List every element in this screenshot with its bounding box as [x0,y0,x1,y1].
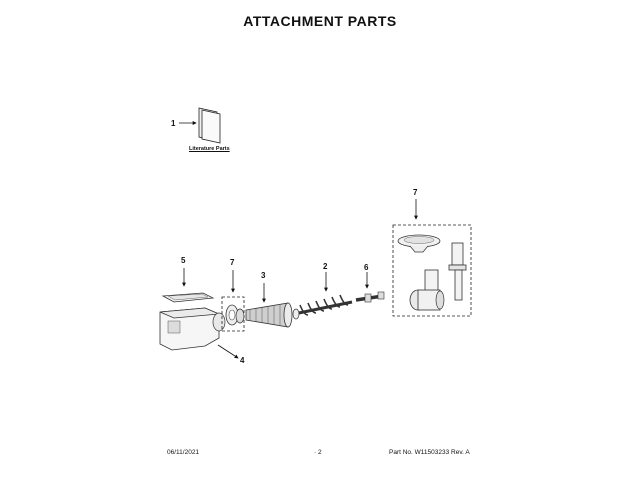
food-pusher [449,243,466,300]
callout-7-right: 7 [413,188,418,197]
page-title: ATTACHMENT PARTS [243,13,397,29]
callout-3: 3 [261,271,266,280]
footer-date: 06/11/2021 [167,449,200,456]
food-tray [163,293,213,302]
callout-7-left: 7 [230,258,235,267]
callout-arrow-4 [218,345,238,358]
footer-part-number: Part No. W11503233 Rev. A [389,449,470,456]
drive-shaft [356,292,384,302]
grinder-body [160,308,225,350]
ring-part [226,305,244,325]
literature-parts-label: Literature Parts [189,146,230,152]
callout-1: 1 [171,119,176,128]
callout-2: 2 [323,262,328,271]
cone-strainer [246,303,292,327]
footer-page-number: · 2 [314,449,322,456]
literature-booklet [199,108,220,143]
sausage-attachment [410,270,444,310]
accessory-tray [398,235,440,252]
callout-5: 5 [181,256,186,265]
auger [293,295,352,319]
callout-6: 6 [364,263,369,272]
callout-4: 4 [240,356,245,365]
